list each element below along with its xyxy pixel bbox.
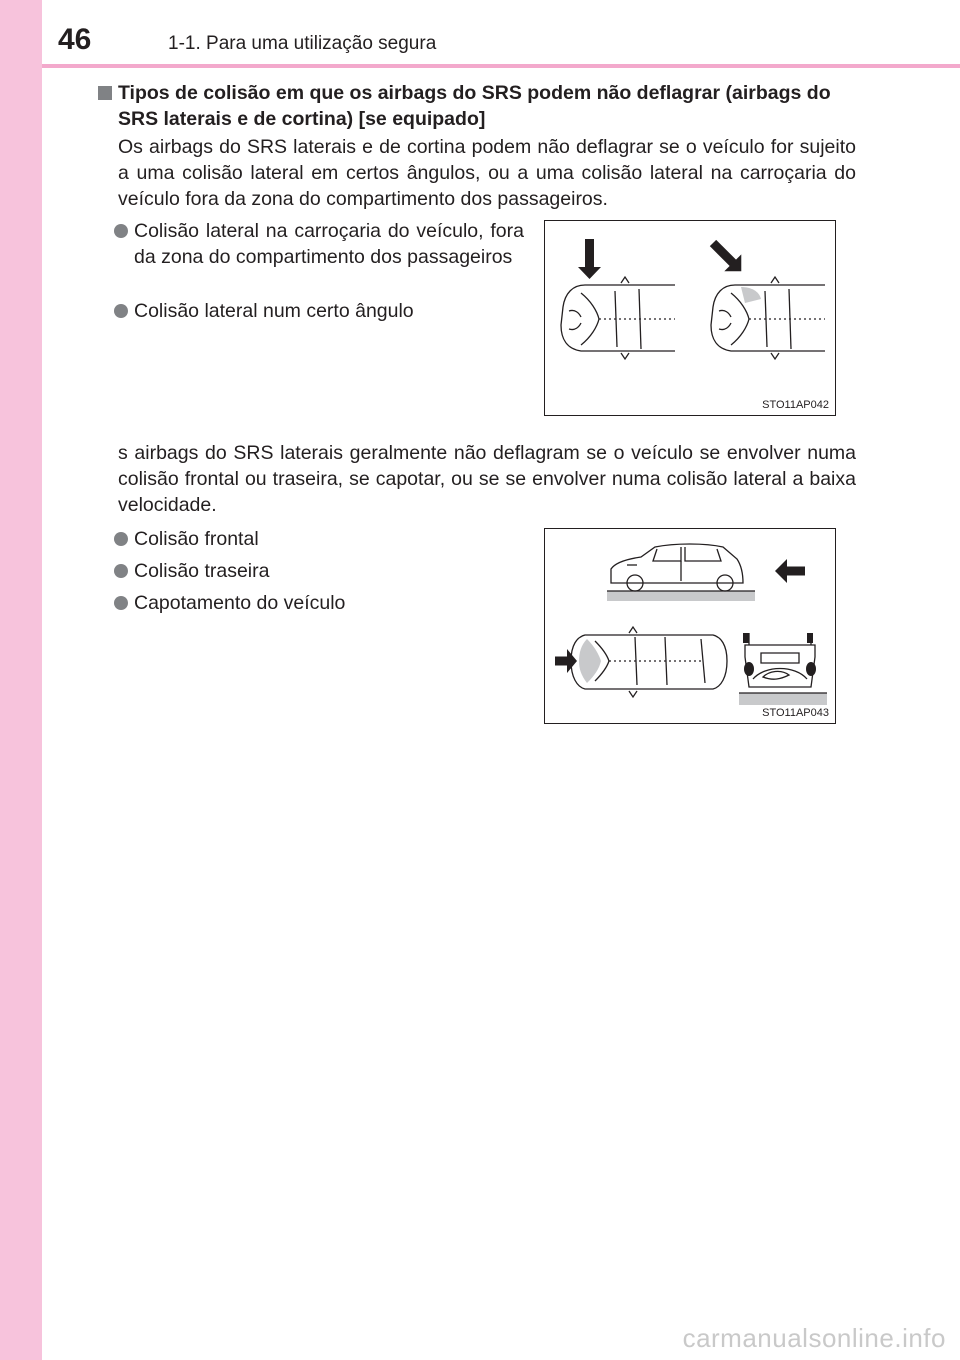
list-item-text: Colisão frontal (134, 528, 259, 550)
list-item (114, 558, 269, 584)
frontal-rear-rollover-illustration (545, 529, 837, 725)
paragraph-side-collision: Os airbags do SRS laterais e de cortina podem não deflagrar se o veículo for sujeito a uma colisão lateral em certos ângulos, ou a uma colisão lateral na carroçaria do veículo fora da zona do compartimento dos passageiros. (118, 136, 856, 210)
list-item (114, 218, 524, 270)
figure-id: STO11AP042 (762, 399, 829, 411)
figure-id: STO11AP043 (762, 707, 829, 719)
header-rule (42, 64, 960, 68)
paragraph-no-deploy: s airbags do SRS laterais geralmente não deflagram se o veículo se envolver numa colisão frontal ou traseira, se capotar, ou se se envolver numa colisão lateral a baixa velocidade. (118, 442, 856, 516)
list-item-text: Capotamento do veículo (134, 592, 346, 614)
list-item-text: Colisão traseira (134, 560, 270, 582)
section-heading (100, 80, 860, 132)
side-color-band (0, 0, 42, 1360)
heading-square-icon (98, 86, 112, 100)
list-item (114, 526, 259, 552)
heading-text: Tipos de colisão em que os airbags do SRS podem não deflagrar (airbags do SRS laterais e de cortina) [se equipado] (118, 82, 831, 130)
bullet-icon (114, 564, 128, 578)
bullet-icon (114, 532, 128, 546)
list-item (114, 298, 524, 324)
page-number: 46 (58, 23, 92, 56)
bullet-icon (114, 224, 128, 238)
figure-side-collision (544, 220, 836, 416)
watermark: carmanualsonline.info (682, 1323, 946, 1353)
bullet-icon (114, 304, 128, 318)
list-item-text: Colisão lateral na carroçaria do veículo, fora da zona do compartimento dos passageiros (134, 220, 524, 268)
list-item-text: Colisão lateral num certo ângulo (134, 300, 414, 322)
side-collision-illustration (545, 221, 837, 417)
section-title: 1-1. Para uma utilização segura (168, 33, 437, 54)
figure-frontal-rear-rollover (544, 528, 836, 724)
list-item (114, 590, 345, 616)
bullet-icon (114, 596, 128, 610)
